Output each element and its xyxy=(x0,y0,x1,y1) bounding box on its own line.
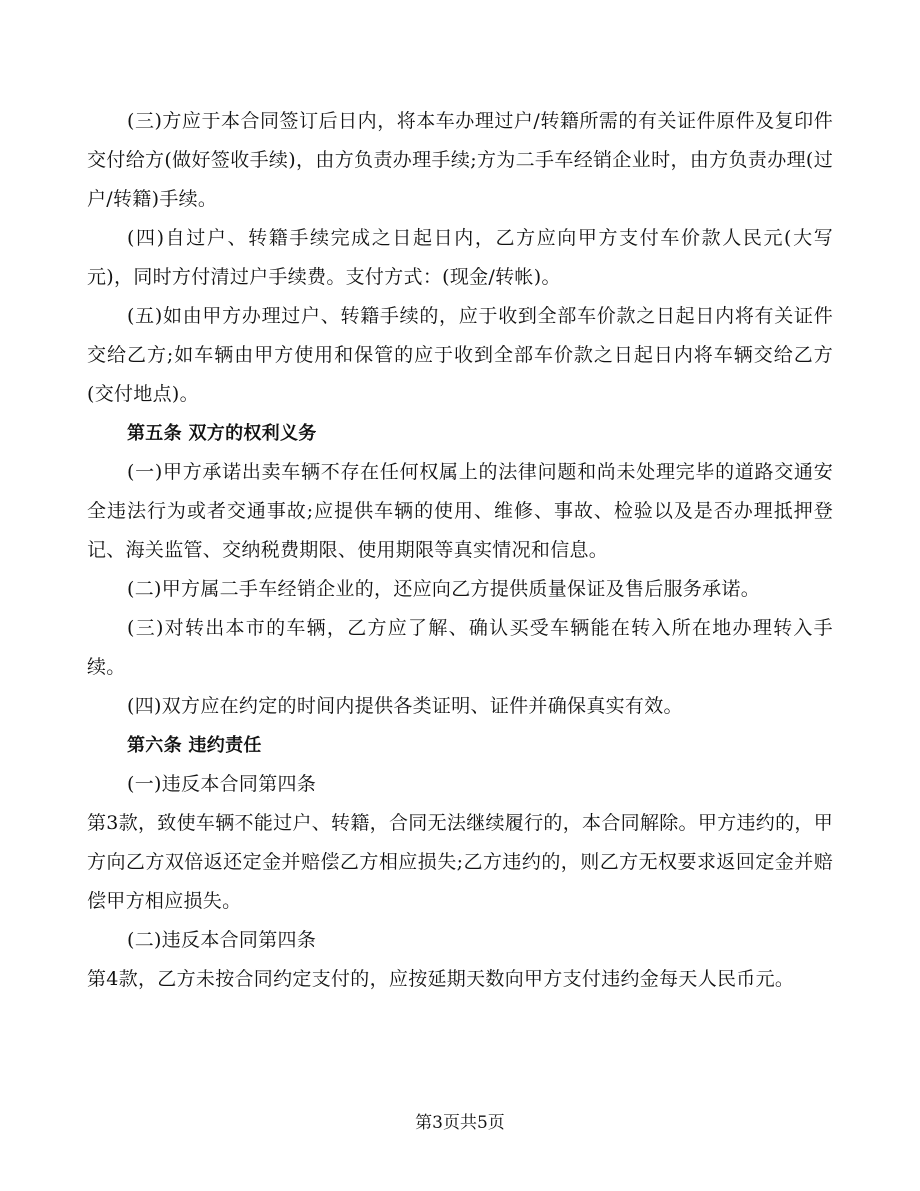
paragraph-5-3: (三)对转出本市的车辆，乙方应了解、确认买受车辆能在转入所在地办理转入手续。 xyxy=(87,617,833,678)
paragraph-5-2: (二)甲方属二手车经销企业的，还应向乙方提供质量保证及售后服务承诺。 xyxy=(127,578,761,600)
paragraph-6-1-title: (一)违反本合同第四条 xyxy=(127,773,317,795)
paragraph-6-2-title: (二)违反本合同第四条 xyxy=(127,929,317,951)
page-number-footer: 第3页共5页 xyxy=(415,1113,505,1133)
paragraph-5-4: (四)双方应在约定的时间内提供各类证明、证件并确保真实有效。 xyxy=(127,695,683,717)
paragraph-6-2-body: 第4款，乙方未按合同约定支付的，应按延期天数向甲方支付违约金每天人民币元。 xyxy=(87,968,795,990)
section-heading-article-6: 第六条 违约责任 xyxy=(127,735,262,756)
paragraph-3-3: (三)方应于本合同签订后日内，将本车办理过户/转籍所需的有关证件原件及复印件交付给方(做好签收手续)，由方负责办理手续;方为二手车经销企业时，由方负责办理(过户/转籍)手续。 xyxy=(87,110,833,210)
paragraph-3-5: (五)如由甲方办理过户、转籍手续的，应于收到全部车价款之日起日内将有关证件交给乙方;如车辆由甲方使用和保管的应于收到全部车价款之日起日内将车辆交给乙方(交付地点)。 xyxy=(87,305,833,405)
paragraph-5-1: (一)甲方承诺出卖车辆不存在任何权属上的法律问题和尚未处理完毕的道路交通安全违法行为或者交通事故;应提供车辆的使用、维修、事故、检验以及是否办理抵押登记、海关监管、交纳税费期限、使用期限等真实情况和信息。 xyxy=(87,461,833,561)
paragraph-3-4: (四)自过户、转籍手续完成之日起日内，乙方应向甲方支付车价款人民元(大写元)，同时方付清过户手续费。支付方式：(现金/转帐)。 xyxy=(87,227,833,288)
paragraph-6-1-body: 第3款，致使车辆不能过户、转籍，合同无法继续履行的，本合同解除。甲方违约的，甲方向乙方双倍返还定金并赔偿乙方相应损失;乙方违约的，则乙方无权要求返回定金并赔偿甲方相应损失。 xyxy=(87,812,833,912)
section-heading-article-5: 第五条 双方的权利义务 xyxy=(127,423,317,444)
document-body xyxy=(87,102,833,999)
